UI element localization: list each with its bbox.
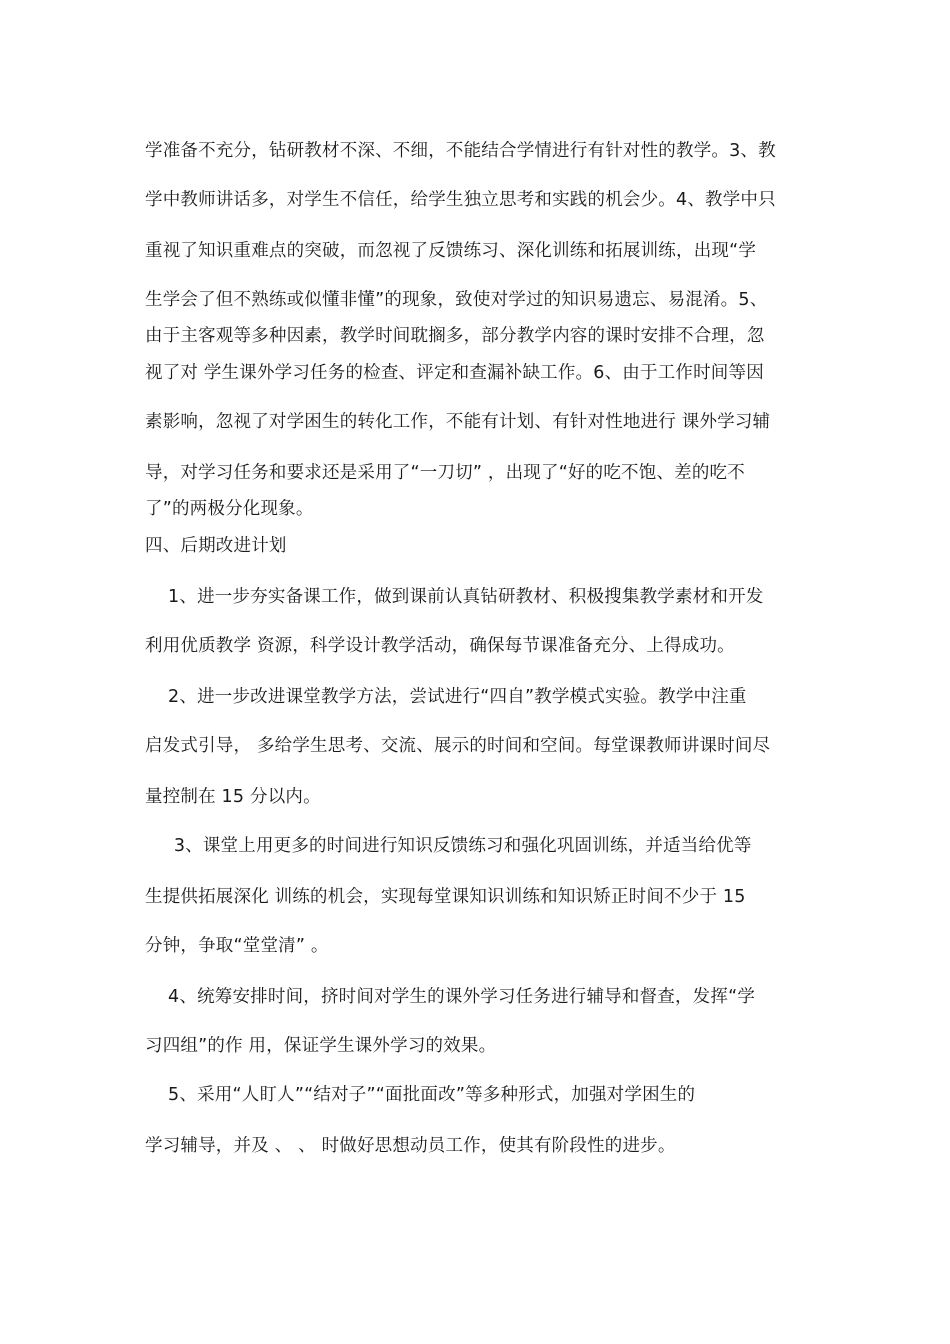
- text-line: 学习辅导，并及 、 、 时做好思想动员工作，使其有阶段性的进步。: [145, 1136, 676, 1156]
- text-line: 导，对学习任务和要求还是采用了“一刀切” ，出现了“好的吃不饱、差的吃不: [145, 463, 745, 483]
- text-line: 学中教师讲话多，对学生不信任，给学生独立思考和实践的机会少。4、教学中只: [145, 190, 776, 210]
- text-line: 1、进一步夯实备课工作，做到课前认真钻研教材、积极搜集教学素材和开发: [145, 587, 764, 607]
- text-line: 3、课堂上用更多的时间进行知识反馈练习和强化巩固训练，并适当给优等: [145, 836, 752, 856]
- text-line: 分钟，争取“堂堂清” 。: [145, 936, 329, 956]
- text-line: 5、采用“人盯人”“结对子”“面批面改”等多种形式，加强对学困生的: [145, 1085, 696, 1105]
- text-line: 习四组”的作 用，保证学生课外学习的效果。: [145, 1036, 497, 1056]
- text-line: 启发式引导， 多给学生思考、交流、展示的时间和空间。每堂课教师讲课时间尽: [145, 736, 771, 756]
- text-line: 利用优质教学 资源，科学设计教学活动，确保每节课准备充分、上得成功。: [145, 636, 735, 656]
- text-line: 量控制在 15 分以内。: [145, 787, 321, 807]
- section-heading: 四、后期改进计划: [145, 536, 287, 556]
- text-line: 视了对 学生课外学习任务的检查、评定和查漏补缺工作。6、由于工作时间等因: [145, 363, 764, 383]
- text-line: 重视了知识重难点的突破，而忽视了反馈练习、深化训练和拓展训练，出现“学: [145, 241, 757, 261]
- text-line: 了”的两极分化现象。: [145, 499, 314, 519]
- text-line: 生提供拓展深化 训练的机会，实现每堂课知识训练和知识矫正时间不少于 15: [145, 887, 746, 907]
- text-line: 由于主客观等多种因素，教学时间耽搁多，部分教学内容的课时安排不合理，忽: [145, 326, 765, 346]
- text-line: 生学会了但不熟练或似懂非懂”的现象，致使对学过的知识易遗忘、易混淆。5、: [145, 290, 768, 310]
- text-line: 4、统筹安排时间，挤时间对学生的课外学习任务进行辅导和督查，发挥“学: [145, 987, 756, 1007]
- text-line: 素影响，忽视了对学困生的转化工作，不能有计划、有针对性地进行 课外学习辅: [145, 412, 771, 432]
- text-line: 学准备不充分，钻研教材不深、不细，不能结合学情进行有针对性的教学。3、教: [145, 141, 776, 161]
- text-line: 2、进一步改进课堂教学方法，尝试进行“四自”教学模式实验。教学中注重: [145, 687, 747, 707]
